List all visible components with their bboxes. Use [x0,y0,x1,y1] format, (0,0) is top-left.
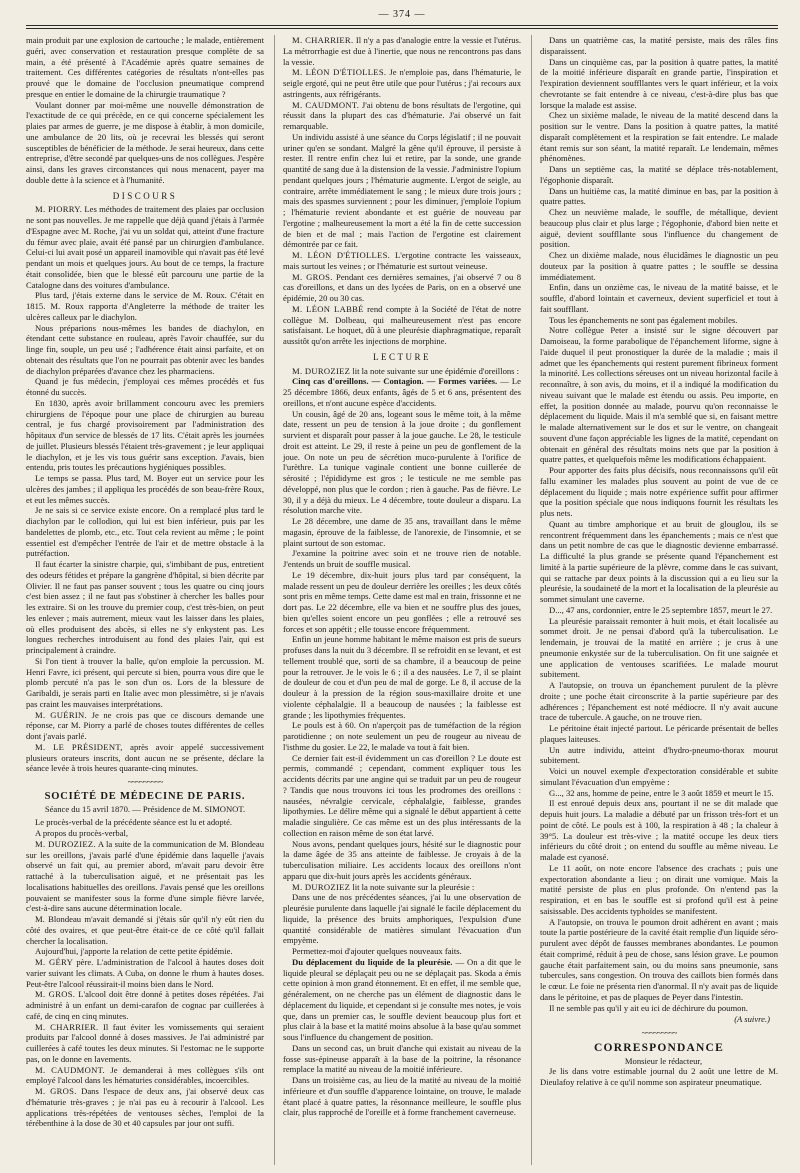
paragraph: Voici un nouvel exemple d'expectoration considérable et subite simulant l'évacuation d'un empyème : [540,766,778,787]
paragraph: Il faut écarter la sinistre charpie, qui, s'imbibant de pus, entretient des odeurs fétides et prépare la gangrène d'hôpital, si bien décrite par Olivier. Il ne faut pas panser souvent ; tous les quatre ou cinq jours c'est bien assez ; il ne faut pas s'obstiner à chercher les balles pour les extraire. Si on les trouve du premier coup, c'est très-bien, on peut les enlever ; mais autrement, mieux vaut les laisser dans les plaies, où elles produisent des abcès, si elles ne s'y enkystent pas. Les longues recherches introduisent au fond des plaies l'air, qui est principalement à craindre. [26,559,264,655]
paragraph: Un cousin, âgé de 20 ans, logeant sous le même toit, à la même date, ressent un peu de tension à la joue droite ; du gonflement survient et disparaît pour passer à la joue gauche. Le 28, le testicule droit est atteint. Le 29, il reste à peine un peu de gonflement de la joue. On note un peu de sécrétion muco-purulente à l'orifice de l'urèthre. La tunique vaginale contient une bonne cuillerée de sérosité ; l'épididyme est gros ; le testicule ne me semble pas développé, non plus que le cordon ; rien à gauche. Pas de fièvre. Le 30, il y a déjà du mieux. Le 4 décembre, toute douleur a disparu. La résolution marche vite. [283,408,521,516]
speaker-paragraph [26,1086,264,1129]
paragraph: La pleurésie paraissait remonter à huit mois, et était localisée au sommet droit. Je ne pensai d'abord qu'à la tuberculisation. Le lendemain, je trouvai de la matité en arrière ; je crus à une pneumonie enkystée sur de la tuberculisation. On fit une saignée et une application de ventouses scarifiées. Le malade mourut subitement. [540,615,778,680]
paragraph: Dans un quatrième cas, la matité persiste, mais des râles fins disparaissent. [540,35,778,56]
run-in-title: Cinq cas d'oreillons. — Contagion. — Formes variées. [292,376,498,387]
speaker-paragraph [283,272,521,304]
paragraph: Dans un second cas, un bruit d'anche qui existait au niveau de la fosse sus-épineuse apparaît à la base de la poitrine, la résonance remplace la matité au niveau de la moitié inférieure. [283,1042,521,1075]
paragraph: Je ne sais si ce service existe encore. On a remplacé plus tard le diachylon par le collodion, qui lui est bien inférieur, puis par les bandelettes de plomb, etc., etc. Tout cela revient au même ; le point essentiel est d'empêcher l'entrée de l'air et de mettre obstacle à la putréfaction. [26,505,264,559]
paragraph: Le temps se passa. Plus tard, M. Boyer eut un service pour les ulcères des jambes ; il appliqua les procédés de son beau-frère Roux, et eut les mêmes succès. [26,473,264,505]
speech-text: Je demanderai à mes collègues s'ils ont employé l'alcool dans les hématuries considérables, incoercibles. [26,1064,264,1086]
column-3 [531,35,778,1165]
paragraph: A l'autopsie, on trouva un épanchement purulent de la plèvre droite ; une poche était circonscrite à la partie supérieure par des adhérences ; l'épanchement est noté médiocre. Il n'y avait aucune trace de tubercule. A gauche, on ne trouve rien. [540,680,778,723]
speaker-name: M. DUROZIEZ [292,365,351,376]
paragraph: Chez un dixième malade, nous élucidâmes le diagnostic un peu douteux par la position à quatre pattes ; le souffle se dessina immédiatement. [540,250,778,282]
speaker-name: M. LÉON D'ÉTIOLLES. [292,250,391,260]
speech-text: J'ai obtenu de bons résultats de l'ergotine, qui réussit dans la plupart des cas d'hématurie. J'ai observé un fait remarquable. [283,99,521,131]
speaker-name: M. GROS. [35,1086,77,1096]
speaker-paragraph [283,250,521,272]
speaker-name: M. LÉON LABBÉ [292,303,364,314]
paragraph: Tous les épanchements ne sont pas également mobiles. [549,314,738,325]
paragraph: Un autre individu, atteint d'hydro-pneumo-thorax mourut subitement. [540,744,778,766]
paragraph: Nous avons, pendant quelques jours, hésité sur le diagnostic pour la dame âgée de 35 ans atteinte de faiblesse. Je croyais à de la tuberculisation miliaire. Les accidents locaux des oreillons n'ont apparu que dix-huit jours après les accidents généraux. [283,838,521,881]
paragraph: Voulant donner par moi-même une nouvelle démonstration de l'exactitude de ce qui précède, en ce qui concerne spécialement les plaies par armes de guerre, je me dispose à établir, à mon domicile, une ambulance de 20 lits, où je recevrai les blessés qui seront susceptibles de bénéficier de la méthode. Je serai heureux, dans cette entreprise, d'être secondé par quelques-uns de nos collègues. J'espère ainsi, dans les graves circonstances qui nous menacent, payer ma double dette à la science et à l'humanité. [26,99,264,185]
paragraph: Notre collègue Peter a insisté sur le signe découvert par Damoiseau, la forme parabolique de l'épanchement liforme, signe à l'aide duquel il peut pronostiquer la durée de la maladie ; mais il admet que les épanchements qui restent purement fibrineux forment la minorité. Les collections séreuses ont un niveau horizontal facile à reconnaître, à son avis, du moins, et il a indiqué la modification du niveau suivant que le malade est étendu ou assis. Peu importe, en effet, la position donnée au malade, pourvu qu'on reconnaisse le déplacement du liquide. Mais il m'a semblé que si, en faisant mettre le malade alternativement sur le dos et sur le ventre, on changeait souvent d'une façon appréciable les lignes de la matité, cependant on obtenait en général des résultats moins nets que par la position à quatre pattes, et quelquefois même les modifications échappaient. [540,325,778,465]
speech-text: rend compte à la Société de l'état de notre collègue M. Dolbeau, qui malheureusement n'est pas encore satisfaisant. Le hoquet, dû à une pleurésie diaphragmatique, reparaît aussitôt qu'on arrête les injections de morphine. [283,303,521,346]
paragraph-text: — Le 25 décembre 1866, deux enfants, âgés de 5 et 6 ans, présentent des oreillons, et n'ont aucune espèce d'accidents. [283,376,521,408]
speech-text: L'alcool doit être donné à petites doses répétées. J'ai administré à un enfant un demi-carafon de cognac par cuillerées à café, de cinq en cinq minutes. [26,989,264,1021]
speech-text: Pendant ces dernières semaines, j'ai observé 7 ou 8 cas d'oreillons, et dans un des lycées de Paris, on en a observé une épidémie, 20 ou 30 cas. [283,271,521,303]
paragraph: A propos du procès-verbal, [35,828,129,838]
paragraph: A l'autopsie, on trouva le poumon droit adhérent en avant ; mais toute la partie postérieure de la cavité était remplie d'un liquide séro-purulent avec dépôt de fausses membranes abondantes. Le poumon était comprimé, réduit à peu de chose, sans lésion grave. Le poumon gauche était parfaitement sain, ou du moins sans pneumonie, sans tubercules, sans congestion. On trouva des caillots bien formés dans le cœur. Le foie ne présenta rien d'anormal. Il n'y avait pas de liquide dans le péritoine, et pas de plaques de Peyer dans l'intestin. [540,916,778,1002]
speaker-name: M. PIORRY. [35,204,83,215]
paragraph: Si l'on tient à trouver la balle, qu'on emploie la percussion. M. Henri Favre, ici présent, qui percute si bien, pourra vous dire que le plomb percuté n'a pas le son d'un os. Lors de la blessure de Garibaldi, je serais parti en Italie avec mon plessimètre, si je n'avais pas craint les mauvaises interprétations. [26,655,264,709]
paragraph: Je lis dans votre estimable journal du 2 août une lettre de M. Dieulafoy relative à ce qu'il nomme son aspirateur pneumatique. [540,1066,778,1087]
speech-text: A la suite de la communication de M. Blondeau sur les oreillons, j'avais parlé d'une épidémie dans laquelle j'avais observé un fait qui, au premier abord, m'avait paru devoir être rattaché à la tuberculisation aiguë, et ne présentait pas les localisations habituelles des oreillons. J'avais pensé que les oreillons pouvaient se manifester sous la forme d'une simple fièvre larvée, c'est-à-dire sans aucune détermination locale. [26,838,264,914]
paragraph: Quand je fus médecin, j'employai ces mêmes procédés et fus étonné du succès. [26,376,264,397]
society-heading: SOCIÉTÉ DE MÉDECINE DE PARIS. [44,790,246,802]
paragraph: Permettez-moi d'ajouter quelques nouveaux faits. [292,946,462,956]
paragraph: Le 11 août, on note encore l'absence des crachats ; puis une expectoration abondante a lieu ; on dirait une vomique. Mais la matité persiste de plus en plus profonde. On n'entend pas la respiration, et en bas le souffle est si profond qu'il est à peine saisissable. Des accidents typhoïdes se manifestent. [540,862,778,916]
speaker-name: M. CAUDMONT. [292,99,360,110]
run-in-title: Du déplacement du liquide de la pleurésie. [292,956,453,967]
column-1 [26,35,264,1165]
speaker-name: M. DUROZIEZ [292,881,351,892]
paragraph: Plus tard, j'étais externe dans le service de M. Roux. C'était en 1815. M. Roux rapporta d'Angleterre la méthode de traiter les ulcères calleux par le diachylon. [26,290,264,322]
speaker-name: M. LE PRÉSIDENT, [35,741,123,752]
speech-text: Il faut éviter les vomissements qui seraient produits par l'alcool donné à doses massives. Je l'ai administré par cuillerées à café toutes les deux minutes. Si l'estomac ne le supporte pas, on le donne en lavements. [26,1021,264,1064]
speaker-name: M. GÉRY [35,957,74,967]
speaker-paragraph [283,67,521,99]
paragraph: main produit par une explosion de cartouche ; le malade, entièrement guéri, avec conservation et restauration presque complète de sa main, a été présenté à l'Académie après quatre semaines de traitement. Ces différentes catégories de résultats n'ont-elles pas prouvé que le domaine de l'occlusion pneumatique comprend presque en entier le domaine de la chirurgie traumatique ? [26,35,264,99]
speaker-paragraph [26,957,264,989]
speaker-paragraph [26,1065,264,1087]
speaker-paragraph [283,304,521,347]
speech-text: lit la note suivante sur une épidémie d'oreillons : [352,365,520,376]
speaker-paragraph [26,742,264,774]
paragraph: Enfin, dans un onzième cas, le niveau de la matité baisse, et le souffle, d'abord lointain et caverneux, devient superficiel et tout à fait souffllant. [540,282,778,314]
speaker-paragraph [26,710,264,742]
speech-text: père. L'administration de l'alcool à hautes doses doit varier suivant les climats. A Cuba, on donne le rhum à hautes doses. Peut-être l'alcool réussirait-il moins bien dans le Nord. [26,957,264,989]
speaker-name: M. CAUDMONT. [35,1064,105,1075]
speaker-paragraph [283,100,521,132]
paragraph: Le procès-verbal de la précédente séance est lu et adopté. [35,817,233,828]
paragraph: Enfin un jeune homme habitant le même maison est pris de sueurs profuses dans la nuit du 3 décembre. Il se refroidit en se levant, et est tellement troublé que, sorti de sa chambre, il a beaucoup de peine pour la retrouver. Je le vois le 6 ; il a des nausées. Le 7, il se plaint de douleur de cou et d'un peu de mal de gorge. Le 8, il accuse de la douleur à la pression de la région sous-maxillaire droite et une violente céphalalgie. Il a beaucoup de nausées ; la faiblesse est grande ; les lipothymies fréquentes. [283,634,521,720]
speaker-paragraph [26,1022,264,1065]
paragraph: Le péritoine était injecté partout. Le péricarde présentait de belles plaques laiteuses. [540,723,778,744]
to-be-continued: (A suivre.) [734,1014,770,1025]
speaker-paragraph [26,204,264,290]
section-heading: DISCOURS [112,190,178,201]
paragraph: Dans un septième cas, la matité se déplace très-notablement, l'égophonie disparaît. [540,164,778,185]
speaker-paragraph [283,882,521,893]
paragraph: D..., 47 ans, cordonnier, entre le 25 septembre 1857, meurt le 27. [549,604,773,615]
speaker-paragraph [26,839,264,914]
section-heading: LECTURE [373,351,431,362]
speech-text: L'ergotine contracte les vaisseaux, mais surtout les veines ; or l'hématurie est surtout veineuse. [283,250,521,271]
letter-salutation: Monsieur le rédacteur, [624,1055,703,1066]
speaker-name: M. DUROZIEZ. [35,838,96,849]
paragraph: Aujourd'hui, j'apporte la relation de cette petite épidémie. [35,946,233,957]
paragraph: Dans un cinquième cas, par la position à quatre pattes, la matité de la moitié inférieure disparaît en grande partie, l'inspiration et l'expiration deviennent souffllantes vers le quart inférieur, et la voix chevrotante se fait entendre à ce niveau, c'est-à-dire plus bas que lorsque la malade est assise. [540,56,778,110]
paragraph: Nous préparions nous-mêmes les bandes de diachylon, en étendant cette substance en rouleau, après l'avoir chauffée, sur du linge fin, souple, un peu usé ; l'adhérence était ainsi parfaite, et on obtenait des résultats que l'on ne pourrait pas obtenir avec les bandes de diachylon préparées d'avance chez les pharmaciens. [26,322,264,376]
paragraph: J'examine la poitrine avec soin et ne trouve rien de notable. J'entends un bruit de souffle musical. [283,548,521,569]
page-number: — 374 — [378,9,426,20]
paragraph-text: — On a dit que le liquide pleural se déplaçait peu ou ne se déplaçait pas. Skoda a émis cette opinion à mon grand étonnement. Et en effet, il me semble que, généralement, on ne cherche pas un élément de diagnostic dans le déplacement du liquide, et cependant si je consulte mes notes, je vois que, dans un premier cas, le souffle devient beaucoup plus fort et plus clair à la base et la matité moins absolue à la base qu'au sommet sous l'influence du changement de position. [283,956,521,1042]
speaker-name: M. CHARRIER. [292,35,354,45]
speaker-name: M. GUÉRIN. [35,709,88,720]
paragraph: Quant au timbre amphorique et au bruit de glouglou, ils se rencontrent fréquemment dans les épanchements ; mais ce n'est que dans un petit nombre de cas que le diagnostic devienne embarrassé. La difficulté la plus grande se présente quand l'épanchement est limité à la partie supérieure de la plèvre, comme dans le cas suivant, qui se rattache par deux points à la discussion qui a eu lieu sur la pleurésie, la soudaineté de la mort et la localisation de la pleurésie au sommet simulant une caverne. [540,518,778,604]
speaker-paragraph [283,35,521,67]
paragraph: Le pouls est à 60. On n'aperçoit pas de tuméfaction de la région parotidienne ; on note seulement un peu de rougeur au niveau de l'isthme du gosier. Le 22, le malade va tout à fait bien. [283,720,521,752]
speaker-name: M. LÉON D'ÉTIOLLES. [292,67,387,78]
speech-text: Je n'emploie pas, dans l'hématurie, le seigle ergoté, qui ne peut être utile que pour l'utérus ; j'ai recours aux astringents, aux réfrigérants. [283,67,521,99]
paragraph: Un individu assisté à une séance du Corps législatif ; il ne pouvait uriner qu'en se sondant. Malgré la gêne qu'il éprouve, il persiste à rester. Il rentre enfin chez lui et retire, par la sonde, une grande quantité de sang due à la distension de la vessie. J'administre l'opium pendant quelques jours ; l'hématurie augmente. L'ergot de seigle, au contraire, arrête immédiatement le sang ; le mieux dure trois jours ; mais des spasmes surviennent ; pour les diminuer, j'emploie l'opium ; l'hématurie revient abondante et est guérie de nouveau par l'ergotine ; malheureusement la mort a été la fin de cette succession de bien et de mal ; mais l'action de l'ergotine est clairement démontrée par ce fait. [283,131,521,250]
speech-text: lit la note suivante sur la pleurésie : [352,881,475,892]
speaker-name: M. GROS. [292,271,333,282]
column-2 [274,35,521,1165]
speaker-paragraph [283,366,521,377]
paragraph: M. Blondeau m'avait demandé si j'étais sûr qu'il n'y eût rien du côté des ovaires, et que peut-être était-ce de ce côté qu'il fallait chercher la localisation. [26,914,264,946]
paragraph: Chez un sixième malade, le niveau de la matité descend dans la position sur le ventre. Dans la position à quatre pattes, la matité disparaît complètement et la respiration se fait entendre. Le malade étant remis sur son séant, la matité reparaît. Le lendemain, mêmes phénomènes. [540,110,778,164]
paragraph: Ce dernier fait est-il évidemment un cas d'oreillon ? Le doute est permis, commandé ; cependant, comment expliquer tous les accidents décrits par une angine qui se traduit par un peu de rougeur ? Tandis que nous trouvons ici tous les prodromes des oreillons : nausées, névralgie cervicale, céphalalgie, faiblesse, grandes lipothymies. Le délire même qui a signalé le début appartient à cette maladie singulière. Ce cas même est un des plus intéressants de la collection en raison même de son état larvé. [283,752,521,838]
paragraph: G..., 32 ans, homme de peine, entre le 3 août 1859 et meurt le 15. [549,787,774,798]
speech-text: Dans l'espace de deux ans, j'ai observé deux cas d'hématurie très-graves ; je n'ai pas eu à recourir à l'alcool. Les applications très-répétées de ventouses sèches, l'emploi de la térébenthine à la dose de 30 et 40 capsules par jour ont suffi. [26,1086,264,1129]
paragraph: Dans un huitième cas, la matité diminue en bas, par la position à quatre pattes. [540,185,778,207]
section-ornament: ~~~~~~~~~ [641,1028,677,1038]
speaker-paragraph [26,989,264,1021]
paragraph: Le 28 décembre, une dame de 35 ans, travaillant dans le même magasin, éprouve de la faiblesse, de l'anorexie, de l'insomnie, et se plaint surtout de son estomac. [283,516,521,548]
speech-text: après avoir appelé successivement plusieurs orateurs inscrits, dont aucun ne se présente, déclare la séance levée à trois heures quarante-cinq minutes. [26,741,264,774]
run-in-paragraph [283,957,521,1043]
speech-text: Je ne crois pas que ce discours demande une réponse, car M. Piorry a parlé de choses toutes différentes de celles dont j'avais parlé. [26,709,264,741]
paragraph: Il ne semble pas qu'il y ait eu ici de déchirure du poumon. [549,1002,748,1013]
session-subtitle: Séance du 15 avril 1870. — Présidence de M. SIMONOT. [44,803,246,814]
section-ornament: ~~~~~~~~~ [127,777,163,787]
text-columns [26,35,778,1165]
top-rule [26,25,778,29]
speaker-name: M. GROS. [35,989,76,1000]
paragraph: Il est enroué depuis deux ans, pourtant il ne se dit malade que depuis huit jours. La maladie a débuté par un frisson très-fort et un point de côté. Le pouls est à 100, la respiration à 48 ; la chaleur à 39°5. La douleur est très-vive ; la matité occupe les deux tiers inférieurs du côté droit ; on entend du souffle au même niveau. Le malade est cyanosé. [540,798,778,862]
paragraph: Pour apporter des faits plus décisifs, nous reconnaissons qu'il eût fallu examiner les malades plus souvent au point de vue de ce déplacement du liquide ; mais notre expérience suffit pour affirmer que la position spéciale que nous indiquons fournit les résultats les plus nets. [540,465,778,518]
paragraph: Dans un troisième cas, au lieu de la matité au niveau de la moitié inférieure et d'un souffle d'apparence lointaine, on trouve, le malade étant placé à quatre pattes, la résonnance meilleure, le souffle plus clair, plus rapproché de l'oreille et à forme franchement caverneuse. [283,1075,521,1118]
paragraph: Dans une de nos précédentes séances, j'ai lu une observation de pleurésie purulente dans laquelle j'ai signalé le facile déplacement du liquide, la présence des bruits amphoriques, l'expulsion d'une quantité considérable de matières simulant l'évacuation d'un empyème. [283,892,521,946]
speech-text: Il n'y a pas d'analogie entre la vessie et l'utérus. La métrorrhagie est due à l'inertie, que nous ne rencontrons pas dans la vessie. [283,35,521,67]
correspondence-heading: CORRESPONDANCE [594,1041,724,1054]
paragraph: En 1830, après avoir brillamment concouru avec les premiers chirurgiens de l'époque pour une place de chirurgien au bureau central, je fus chargé provisoirement par l'administration des hôpitaux d'un service de blessés de 17 lits. C'était après les journées de juillet. Plusieurs blessés l'étaient très-gravement ; je leur appliquai le diachylon, et je les vis tous guérir sans exception. J'avais, bien entendu, pris toutes les précautions hygiéniques possibles. [26,397,264,473]
paragraph: Le 19 décembre, dix-huit jours plus tard par conséquent, la malade ressent un peu de douleur derrière les oreilles ; les deux côtés sont pris en même temps. Cette dame est mal en train, frissonne et ne dort pas. Le 22 décembre, elle va bien et ne souffre plus des joues, bien qu'elles soient encore un peu gonflées ; elle a retrouvé ses forces et son appétit ; elle tousse encore fréquemment. [283,569,521,634]
paragraph: Chez un neuvième malade, le souffle, de métallique, devient beaucoup plus clair et plus large ; l'égophonie, d'abord bien nette et aiguë, devient souffllante sous l'influence du changement de position. [540,207,778,250]
speaker-name: M. CHARRIER. [35,1021,99,1032]
run-in-paragraph [283,376,521,408]
speech-text: Les méthodes de traitement des plaies par occlusion ne sont pas nouvelles. Je me rappelle que déjà quand j'étais à l'armée d'Espagne avec M. Roche, j'ai vu un soldat qui, atteint d'une fracture du fémur avec plaie, avait été pansé par un chirurgien d'ambulance. Celui-ci lui avait posé un appareil inamovible qui n'avait pas été levé pendant un mois et quelques jours. Au bout de ce temps, la fracture était consolidée, bien que le blessé eût parcouru une partie de la Catalogne dans des voitures d'ambulance. [26,204,264,290]
